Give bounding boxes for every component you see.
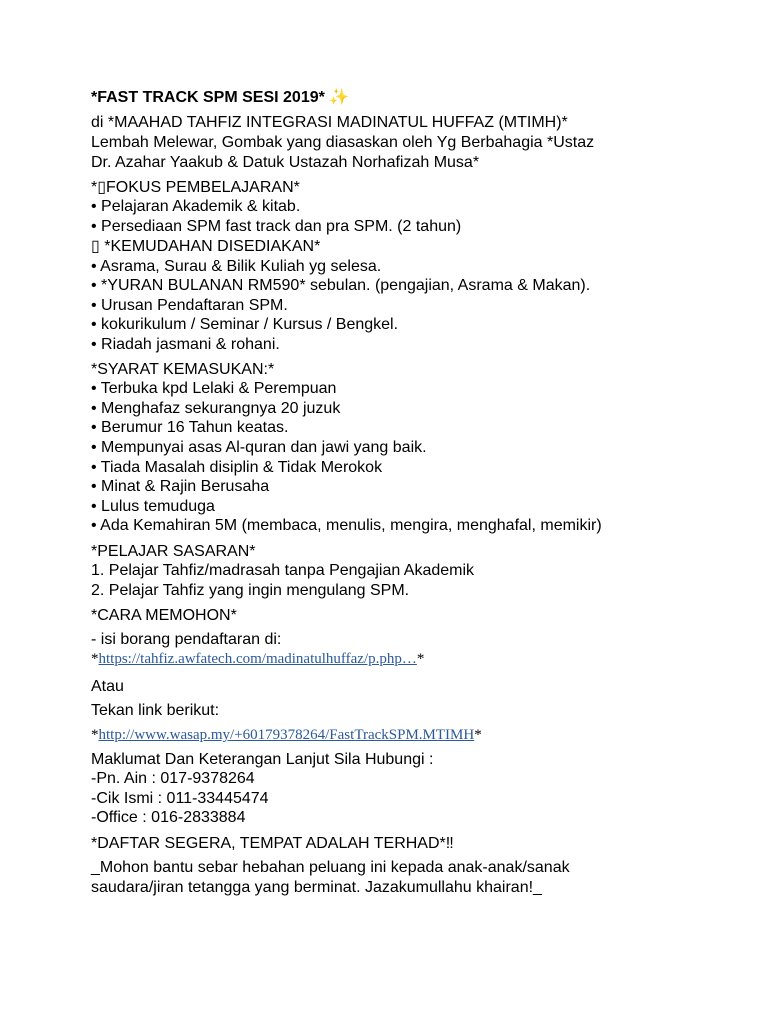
syarat-heading: *SYARAT KEMASUKAN:*	[91, 361, 275, 378]
memohon-instruction: - isi borang pendaftaran di:	[91, 631, 282, 648]
memohon-heading: *CARA MEMOHON*	[91, 607, 237, 624]
syarat-item: • Mempunyai asas Al-quran dan jawi yang baik.	[91, 439, 427, 456]
link-asterisk: *	[474, 727, 482, 743]
kemudahan-item: • Urusan Pendaftaran SPM.	[91, 297, 288, 314]
fokus-heading: *▯FOKUS PEMBELAJARAN*	[91, 179, 300, 196]
syarat-item: • Berumur 16 Tahun keatas.	[91, 419, 289, 436]
contact-heading: Maklumat Dan Keterangan Lanjut Sila Hubungi :	[91, 751, 434, 768]
fokus-item: • Pelajaran Akademik & kitab.	[91, 198, 301, 215]
syarat-item: • Ada Kemahiran 5M (membaca, menulis, mengira, menghafal, memikir)	[91, 517, 602, 534]
kemudahan-item: • kokurikulum / Seminar / Kursus / Bengkel.	[91, 316, 399, 333]
or-text: Atau	[91, 678, 124, 695]
contact-item: -Pn. Ain : 017-9378264	[91, 770, 255, 787]
contact-item: -Office : 016-2833884	[91, 809, 246, 826]
link-asterisk: *	[91, 727, 99, 743]
syarat-item: • Menghafaz sekurangnya 20 juzuk	[91, 400, 341, 417]
registration-link-line	[91, 650, 424, 670]
sasaran-item: 2. Pelajar Tahfiz yang ingin mengulang SPM.	[91, 582, 410, 599]
kemudahan-item: • Asrama, Surau & Bilik Kuliah yg selesa.	[91, 258, 382, 275]
syarat-item: • Lulus temuduga	[91, 498, 215, 515]
kemudahan-item: • *YURAN BULANAN RM590* sebulan. (pengajian, Asrama & Makan).	[91, 277, 591, 294]
contact-item: -Cik Ismi : 011-33445474	[91, 790, 269, 807]
syarat-item: • Tiada Masalah disiplin & Tidak Merokok	[91, 459, 383, 476]
daftar-notice: *DAFTAR SEGERA, TEMPAT ADALAH TERHAD*‼	[91, 835, 454, 852]
sasaran-item: 1. Pelajar Tahfiz/madrasah tanpa Pengajian Akademik	[91, 562, 475, 579]
registration-link[interactable]: https://tahfiz.awfatech.com/madinatulhuffaz/p.php…	[98, 651, 417, 667]
intro-line-3: Dr. Azahar Yaakub & Datuk Ustazah Norhafizah Musa*	[91, 154, 480, 171]
closing-line-1: _Mohon bantu sebar hebahan peluang ini kepada anak-anak/sanak	[91, 859, 570, 876]
syarat-item: • Terbuka kpd Lelaki & Perempuan	[91, 380, 337, 397]
intro-line-1: di *MAAHAD TAHFIZ INTEGRASI MADINATUL HUFFAZ (MTIMH)*	[91, 114, 568, 131]
whatsapp-link[interactable]: http://www.wasap.my/+60179378264/FastTrackSPM.MTIMH	[98, 727, 475, 743]
fokus-item: • Persediaan SPM fast track dan pra SPM. (2 tahun)	[91, 218, 462, 235]
closing-line-2: saudara/jiran tetangga yang berminat. Jazakumullahu khairan!_	[91, 879, 542, 896]
link-asterisk: *	[91, 651, 99, 667]
whatsapp-link-line	[91, 726, 482, 746]
kemudahan-item: • Riadah jasmani & rohani.	[91, 336, 280, 353]
page-title: *FAST TRACK SPM SESI 2019* ✨	[91, 89, 350, 106]
intro-line-2: Lembah Melewar, Gombak yang diasaskan oleh Yg Berbahagia *Ustaz	[91, 134, 595, 151]
kemudahan-heading: ▯ *KEMUDAHAN DISEDIAKAN*	[91, 238, 321, 255]
syarat-item: • Minat & Rajin Berusaha	[91, 478, 270, 495]
link-asterisk: *	[416, 651, 425, 667]
sasaran-heading: *PELAJAR SASARAN*	[91, 543, 256, 560]
tekan-text: Tekan link berikut:	[91, 702, 220, 719]
